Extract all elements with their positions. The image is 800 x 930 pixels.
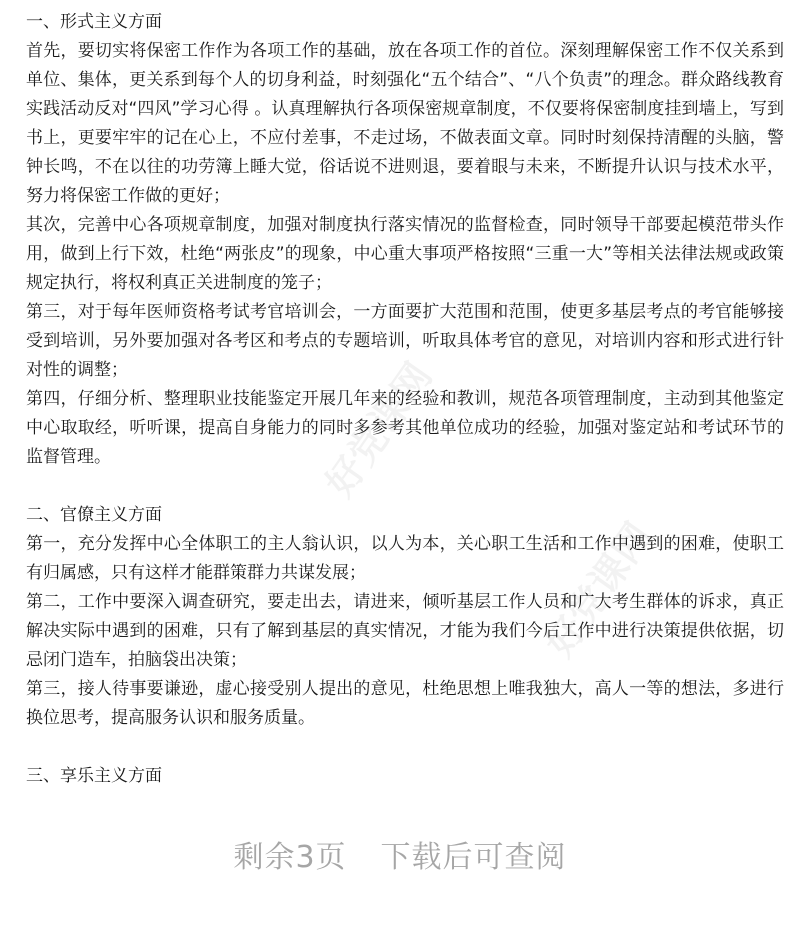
section-heading: 三、享乐主义方面 [26, 766, 162, 786]
paragraph: 其次，完善中心各项规章制度，加强对制度执行落实情况的监督检查，同时领导干部要起模范带头作用，做到上行下效，杜绝“两张皮”的现象，中心重大事项严格按照“三重一大”等相关法律法规或政策规定执行，将权利真正关进制度的笼子； [26, 215, 784, 293]
remaining-pages-label: 剩余3页 [233, 840, 347, 875]
watermark: 好党课网 [317, 354, 441, 505]
download-prompt[interactable] [0, 832, 800, 876]
section-heading: 二、官僚主义方面 [26, 505, 162, 525]
paragraph: 第四，仔细分析、整理职业技能鉴定开展几年来的经验和教训，规范各项管理制度，主动到其他鉴定中心取取经，听听课，提高自身能力的同时多参考其他单位成功的经验，加强对鉴定站和考试环节的监督管理。 [26, 389, 784, 467]
section-formalism [26, 8, 784, 472]
section-heading: 一、形式主义方面 [26, 12, 162, 32]
paragraph: 第三，对于每年医师资格考试考官培训会，一方面要扩大范围和范围，使更多基层考点的考官能够接受到培训，另外要加强对各考区和考点的专题培训，听取具体考官的意见，对培训内容和形式进行针对性的调整； [26, 302, 784, 380]
document-body [26, 8, 784, 791]
paragraph: 第二，工作中要深入调查研究，要走出去，请进来，倾听基层工作人员和广大考生群体的诉求，真正解决实际中遇到的困难，只有了解到基层的真实情况，才能为我们今后工作中进行决策提供依据，切忌闭门造车，拍脑袋出决策； [26, 592, 784, 670]
download-to-view-label: 下载后可查阅 [380, 840, 567, 875]
section-hedonism [26, 762, 784, 791]
paragraph: 首先，要切实将保密工作作为各项工作的基础，放在各项工作的首位。深刻理解保密工作不仅关系到单位、集体，更关系到每个人的切身利益，时刻强化“五个结合”、“八个负责”的理念。群众路线教育实践活动反对“四风”学习心得 。认真理解执行各项保密规章制度，不仅要将保密制度挂到墙上，写到书上，更要牢牢的记在心上，不应付差事，不走过场，不做表面文章。同时时刻保持清醒的头脑，警钟长鸣，不在以往的功劳簿上睡大觉，俗话说不进则退，要着眼与未来，不断提升认识与技术水平，努力将保密工作做的更好； [26, 41, 784, 206]
paragraph: 第一，充分发挥中心全体职工的主人翁认识，以人为本，关心职工生活和工作中遇到的困难，使职工有归属感，只有这样才能群策群力共谋发展； [26, 534, 784, 583]
section-bureaucratism [26, 501, 784, 733]
watermark: 好党课网 [537, 514, 661, 665]
paragraph: 第三，接人待事要谦逊，虚心接受别人提出的意见，杜绝思想上唯我独大，高人一等的想法，多进行换位思考，提高服务认识和服务质量。 [26, 679, 784, 728]
